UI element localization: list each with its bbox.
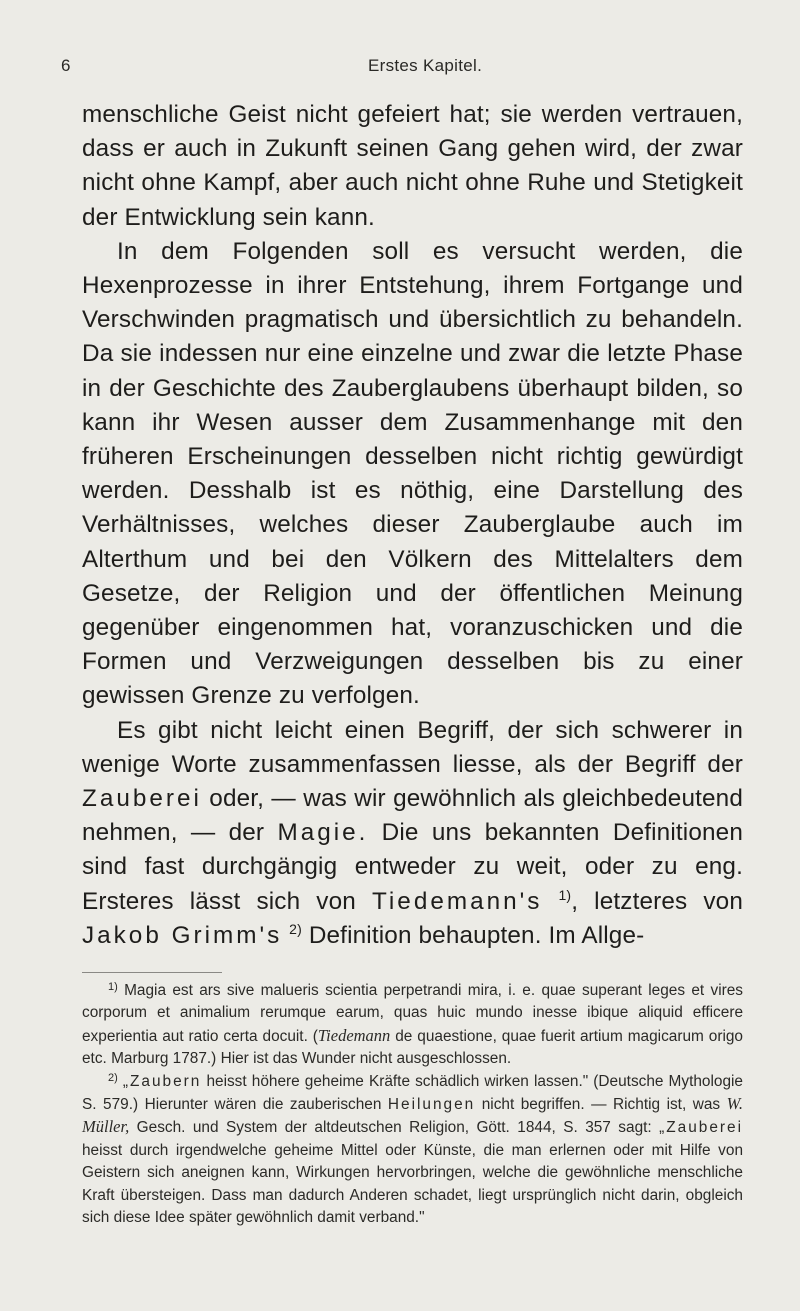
- page-number: 6: [61, 56, 71, 75]
- paragraph-3-text-1: Es gibt nicht leicht einen Begriff, der sich schwerer in wenige Worte zusammenfassen liesse, als der Begriff der: [82, 716, 743, 778]
- name-jakob-grimm: Jakob Grimm's: [82, 921, 283, 949]
- name-tiedemann: Tiedemann's: [371, 887, 543, 915]
- paragraph-3-text-5: Definition behaupten. Im Allge-: [308, 921, 645, 949]
- term-zauberei: Zauberei: [82, 785, 202, 813]
- paragraph-3: [82, 714, 743, 953]
- footnote-2-text-a: heisst höhere geheime Kräfte schädlich wirken lassen." (Deutsche Mythologie S. 579.) Hierunter wären die zauberischen: [82, 1072, 743, 1114]
- footnotes: [82, 980, 743, 1229]
- footnote-2-term-zaubern: „Zaubern: [122, 1072, 202, 1090]
- footnote-1: [82, 980, 743, 1071]
- footnote-2-term-heilungen: Heilungen: [387, 1096, 476, 1114]
- footnote-2-term-zauberei: „Zauberei: [659, 1119, 744, 1137]
- footnote-1-author: Tiedemann: [317, 1025, 391, 1045]
- paragraph-3-text-4: , letzteres von: [571, 887, 743, 915]
- footnote-1-mark: 1): [108, 981, 118, 993]
- footnote-ref-2: 2): [289, 920, 302, 937]
- footnote-1-text-b: de quaestione, quae fuerit artium magicarum origo etc. Marburg 1787.) Hier ist das Wunder nicht ausgeschlossen.: [82, 1027, 743, 1068]
- paragraph-1: menschliche Geist nicht gefeiert hat; sie werden vertrauen, dass er auch in Zukunft seinen Gang gehen wird, der zwar nicht ohne Kampf, aber auch nicht ohne Ruhe und Stetigkeit der Entwicklung sein kann.: [82, 101, 743, 231]
- footnote-1-text-a: Magia est ars sive malueris scientia perpetrandi mira, i. e. quae superant leges et vires corporum et animalium rerumque earum, quas huic mundo inesse ibique aliquid efficere experientia aut ratio certa docuit. (: [82, 982, 743, 1045]
- footnote-2: [82, 1071, 743, 1230]
- running-head: Erstes Kapitel.: [368, 56, 483, 75]
- footnote-2-mark: 2): [108, 1071, 118, 1084]
- footnote-2-text-d: heisst durch irgendwelche geheime Mittel oder Künste, die man erlernen oder mit Hilfe von Geistern sich aneignen kann, Wirkungen hervorbringen, welche die gewöhnliche menschliche Kraft übersteigen. Dass man dadurch Anderen schadet, liegt ursprünglich nicht darin, obgleich sich diese Idee später gewöhnlich damit verband.": [82, 1141, 743, 1227]
- footnote-separator: [82, 972, 222, 973]
- term-magie: Magie.: [277, 819, 369, 847]
- main-text: [82, 98, 743, 953]
- footnote-2-text-c: Gesch. und System der altdeutschen Religion, Gött. 1844, S. 357 sagt:: [136, 1119, 652, 1137]
- page-header: [0, 56, 800, 80]
- footnote-2-text-b: nicht begriffen. — Richtig ist, was: [481, 1096, 721, 1114]
- footnote-ref-1: 1): [558, 886, 572, 903]
- paragraph-3-text-2: oder, — was wir gewöhnlich als gleichbedeutend nehmen, — der: [82, 785, 743, 847]
- paragraph-3-text-3: Die uns bekannten Definitionen sind fast durchgängig entweder zu weit, oder zu eng. Ersteres lässt sich von: [82, 819, 743, 915]
- footnote-2-author: W. Müller,: [82, 1094, 743, 1137]
- paragraph-2: In dem Folgenden soll es versucht werden, die Hexenprozesse in ihrer Entstehung, ihrem Fortgange und Verschwinden pragmatisch und übersichtlich zu behandeln. Da sie indessen nur eine einzelne und zwar die letzte Phase in der Geschichte des Zauberglaubens überhaupt bilden, so kann ihr Wesen ausser dem Zusammenhange mit den früheren Erscheinungen desselben nicht richtig gewürdigt werden. Desshalb ist es nöthig, eine Darstellung des Verhältnisses, welches dieser Zauberglaube auch im Alterthum und bei den Völkern des Mittelalters dem Gesetze, der Religion und der öffentlichen Meinung gegenüber eingenommen hat, voranzuschicken und die Formen und Verzweigungen desselben bis zu einer gewissen Grenze zu verfolgen.: [82, 237, 743, 710]
